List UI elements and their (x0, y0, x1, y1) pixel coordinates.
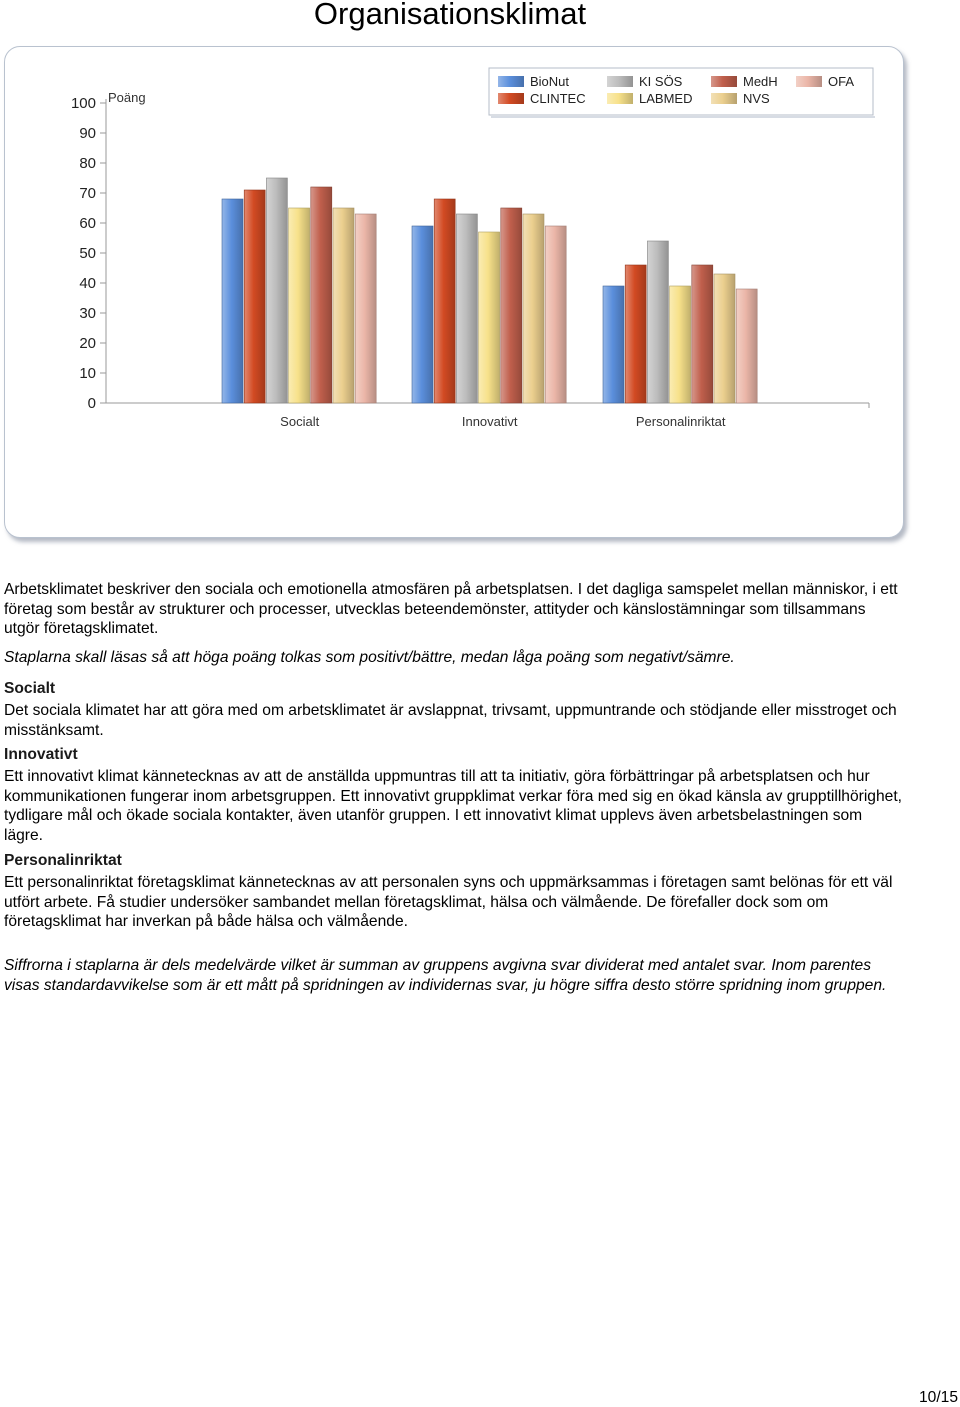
y-tick-label: 60 (79, 215, 96, 232)
legend-label: NVS (743, 91, 770, 106)
bar-labmed-socialt (289, 208, 310, 403)
legend-swatch (607, 76, 633, 87)
legend-swatch (498, 76, 524, 87)
legend-swatch (711, 93, 737, 104)
bar-labmed-innovativt (479, 232, 500, 403)
legend-label: BioNut (530, 74, 570, 89)
bar-labmed-personalinriktat (670, 286, 691, 403)
bar-clintec-innovativt (434, 199, 455, 403)
bar-ki-s-s-personalinriktat (647, 241, 668, 403)
bar-bionut-innovativt (412, 226, 433, 403)
y-tick-label: 10 (79, 365, 96, 382)
y-tick-label: 40 (79, 275, 96, 292)
bar-ki-s-s-socialt (266, 178, 287, 403)
y-tick-label: 80 (79, 155, 96, 172)
footnote: Siffrorna i staplarna är dels medelvärde vilket är summan av gruppens avgivna svar dividerat med antalet svar. Inom parentes visas standardavvikelse som är ett mått på spridningen av individernas svar, ju högre siffra desto större spridning inom gruppen. (4, 957, 887, 994)
reading-note: Staplarna skall läsas så att höga poäng tolkas som positivt/bättre, medan låga poäng som negativt/sämre. (4, 649, 735, 666)
y-tick-label: 30 (79, 305, 96, 322)
bar-ofa-innovativt (545, 226, 566, 403)
y-tick-label: 20 (79, 335, 96, 352)
page-title: Organisationsklimat (313, 0, 587, 31)
legend-label: MedH (743, 74, 778, 89)
bar-nvs-personalinriktat (714, 274, 735, 403)
y-tick-label: 100 (70, 95, 96, 112)
section-heading-innovativt: Innovativt (4, 746, 78, 763)
bar-clintec-socialt (244, 190, 265, 403)
y-tick-label: 70 (79, 185, 96, 202)
x-tick-label: Innovativt (461, 414, 518, 429)
x-tick-label: Socialt (280, 414, 320, 429)
legend-shadow (491, 116, 875, 118)
y-tick-label: 50 (79, 245, 96, 262)
y-axis-label: Poäng (108, 90, 146, 105)
bar-ofa-personalinriktat (736, 289, 757, 403)
bars-group (222, 178, 757, 403)
legend-swatch (711, 76, 737, 87)
bar-ki-s-s-innovativt (456, 214, 477, 403)
chart-panel (4, 46, 904, 538)
bar-medh-personalinriktat (692, 265, 713, 403)
legend-swatch (796, 76, 822, 87)
bar-clintec-personalinriktat (625, 265, 646, 403)
y-tick-label: 0 (87, 395, 96, 412)
bar-nvs-innovativt (523, 214, 544, 403)
bar-bionut-personalinriktat (603, 286, 624, 403)
legend-swatch (607, 93, 633, 104)
x-axis (280, 414, 726, 429)
bar-medh-socialt (311, 187, 332, 403)
bar-medh-innovativt (501, 208, 522, 403)
legend-label: CLINTEC (530, 91, 586, 106)
y-tick-label: 90 (79, 125, 96, 142)
legend-swatch (498, 93, 524, 104)
legend (489, 68, 875, 118)
bar-ofa-socialt (355, 214, 376, 403)
section-text-socialt: Det sociala klimatet har att göra med om arbetsklimatet är avslappnat, trivsamt, uppmuntrande och stödjande eller misstroget och misstänksamt. (4, 702, 897, 739)
intro-paragraph: Arbetsklimatet beskriver den sociala och emotionella atmosfären på arbetsplatsen. I det dagliga samspelet mellan människor, i ett företag som består av strukturer och processer, utvecklas beteendemönster, attityder och känslostämningar som tillsammans utgör företagsklimatet. (4, 581, 898, 637)
bar-nvs-socialt (333, 208, 354, 403)
bar-chart (5, 47, 903, 537)
section-heading-personalinriktat: Personalinriktat (4, 852, 122, 869)
page-number: 10/15 (918, 1389, 958, 1406)
legend-label: KI SÖS (639, 74, 683, 89)
section-heading-socialt: Socialt (4, 680, 56, 697)
legend-label: LABMED (639, 91, 693, 106)
section-text-personalinriktat: Ett personalinriktat företagsklimat kännetecknas av att personalen syns och uppmärksammas i företagen samt belönas för ett väl utfört arbete. Få studier undersöker sambandet mellan företagsklimat, hälsa och välmående. De förefaller dock som om företagsklimat har inverkan på både hälsa och välmående. (4, 874, 893, 930)
section-text-innovativt: Ett innovativt klimat kännetecknas av att de anställda uppmuntras till att ta initiativ, göra förbättringar på arbetsplatsen och hur kommunikationen fungerar inom arbetsgruppen. Ett innovativt gruppklimat verkar föra med sig en ökad känsla av grupptillhörighet, tydligare mål och ökade sociala kontakter, även utanför gruppen. I ett innovativt klimat upplevs även arbetsbelastningen som lägre. (4, 768, 902, 844)
legend-label: OFA (828, 74, 855, 89)
bar-bionut-socialt (222, 199, 243, 403)
x-tick-label: Personalinriktat (635, 414, 726, 429)
